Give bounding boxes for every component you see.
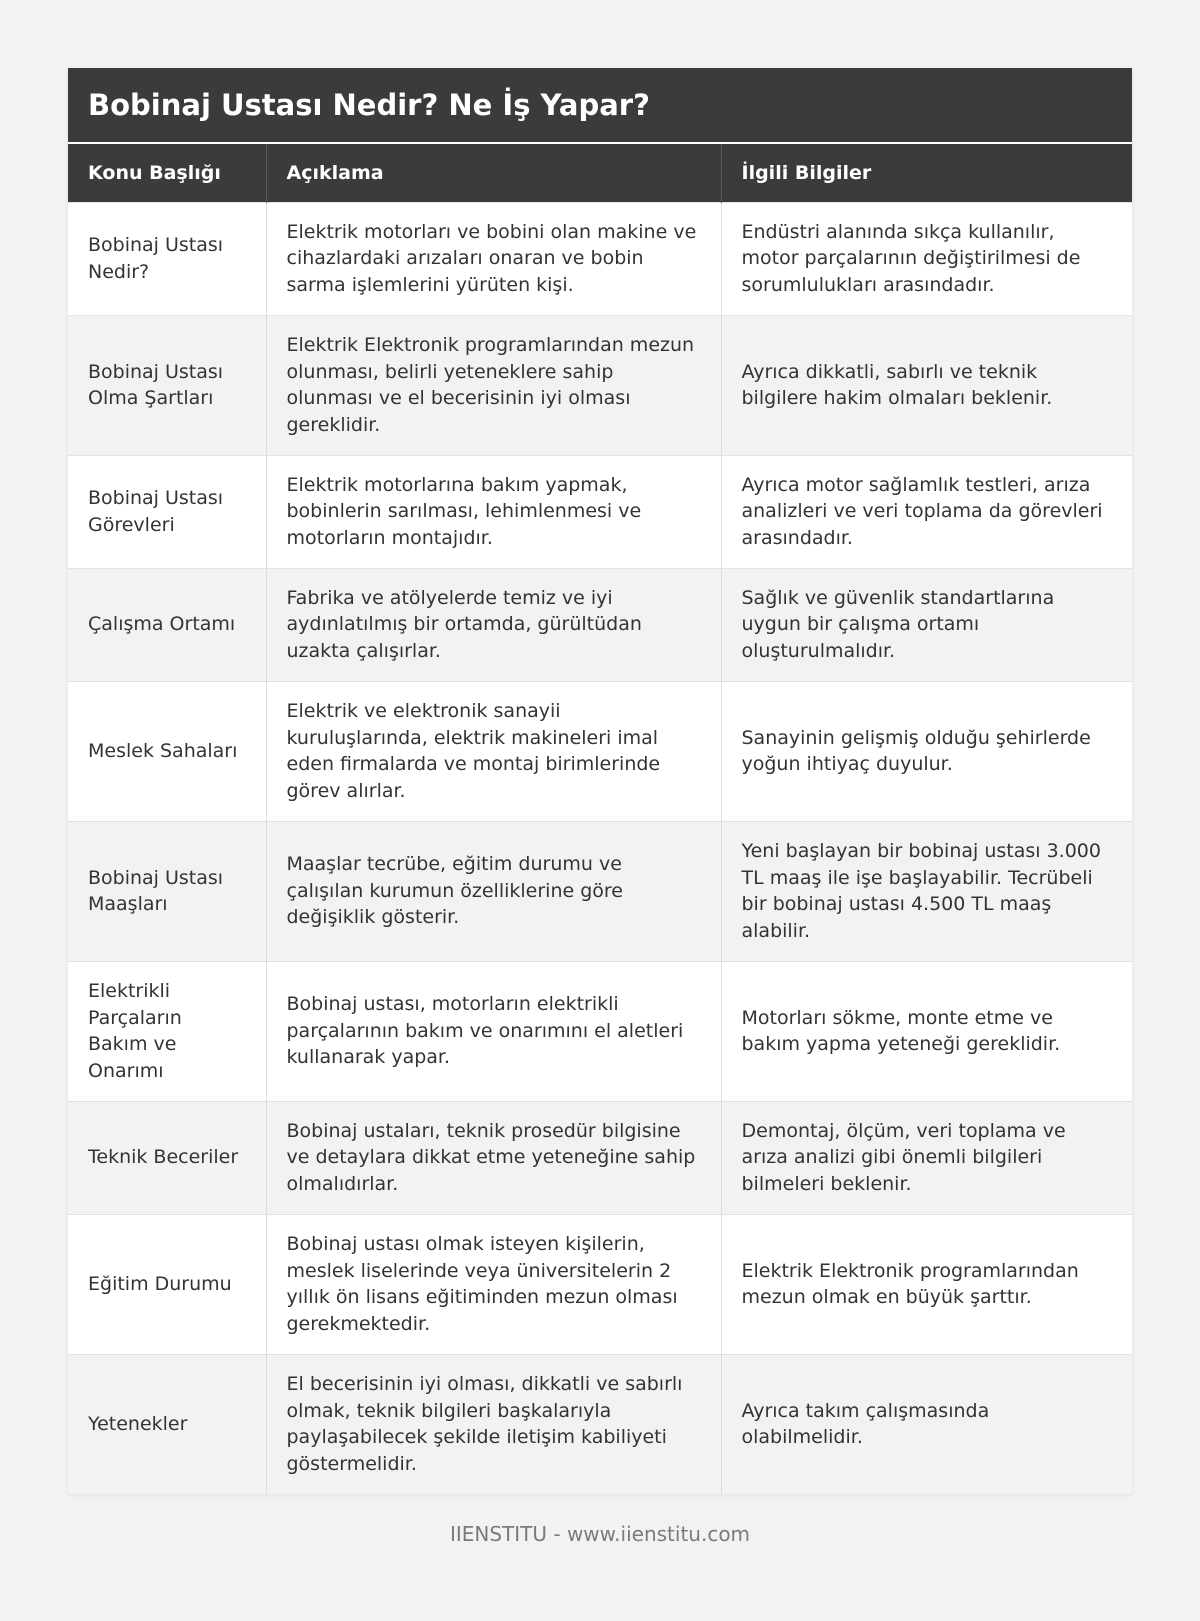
- table-row: [68, 1101, 1132, 1214]
- cell-description: Elektrik Elektronik programlarından mezun olunması, belirli yeteneklere sahip olunması ve el becerisinin iyi olması gereklidir.: [266, 315, 721, 455]
- cell-info: Ayrıca takım çalışmasında olabilmelidir.: [721, 1354, 1132, 1494]
- cell-info: Sağlık ve güvenlik standartlarına uygun bir çalışma ortamı oluşturulmalıdır.: [721, 568, 1132, 681]
- cell-description: Elektrik ve elektronik sanayii kuruluşlarında, elektrik makineleri imal eden firmalarda ve montaj birimlerinde görev alırlar.: [266, 681, 721, 821]
- column-header-description: Açıklama: [266, 144, 721, 202]
- cell-topic: Bobinaj Ustası Nedir?: [68, 202, 266, 315]
- cell-description: Bobinaj ustaları, teknik prosedür bilgisine ve detaylara dikkat etme yeteneğine sahip olmalıdırlar.: [266, 1101, 721, 1214]
- cell-info: Ayrıca dikkatli, sabırlı ve teknik bilgilere hakim olmaları beklenir.: [721, 315, 1132, 455]
- info-card: [68, 68, 1132, 1494]
- cell-description: El becerisinin iyi olması, dikkatli ve sabırlı olmak, teknik bilgileri başkalarıyla paylaşabilecek şekilde iletişim kabiliyeti göstermelidir.: [266, 1354, 721, 1494]
- cell-info: Ayrıca motor sağlamlık testleri, arıza analizleri ve veri toplama da görevleri arasındadır.: [721, 455, 1132, 568]
- table-row: [68, 681, 1132, 821]
- cell-topic: Elektrikli Parçaların Bakım ve Onarımı: [68, 961, 266, 1101]
- cell-description: Fabrika ve atölyelerde temiz ve iyi aydınlatılmış bir ortamda, gürültüdan uzakta çalışırlar.: [266, 568, 721, 681]
- table-row: [68, 961, 1132, 1101]
- cell-info: Elektrik Elektronik programlarından mezun olmak en büyük şarttır.: [721, 1214, 1132, 1354]
- table-row: [68, 455, 1132, 568]
- cell-topic: Bobinaj Ustası Maaşları: [68, 821, 266, 961]
- cell-description: Elektrik motorları ve bobini olan makine ve cihazlardaki arızaları onaran ve bobin sarma işlemlerini yürüten kişi.: [266, 202, 721, 315]
- cell-info: Motorları sökme, monte etme ve bakım yapma yeteneği gereklidir.: [721, 961, 1132, 1101]
- cell-info: Yeni başlayan bir bobinaj ustası 3.000 TL maaş ile işe başlayabilir. Tecrübeli bir bobinaj ustası 4.500 TL maaş alabilir.: [721, 821, 1132, 961]
- table-row: [68, 202, 1132, 315]
- column-header-info: İlgili Bilgiler: [721, 144, 1132, 202]
- cell-info: Demontaj, ölçüm, veri toplama ve arıza analizi gibi önemli bilgileri bilmeleri beklenir.: [721, 1101, 1132, 1214]
- cell-topic: Bobinaj Ustası Olma Şartları: [68, 315, 266, 455]
- cell-topic: Bobinaj Ustası Görevleri: [68, 455, 266, 568]
- column-header-topic: Konu Başlığı: [68, 144, 266, 202]
- table-row: [68, 568, 1132, 681]
- cell-description: Elektrik motorlarına bakım yapmak, bobinlerin sarılması, lehimlenmesi ve motorların montajıdır.: [266, 455, 721, 568]
- cell-info: Sanayinin gelişmiş olduğu şehirlerde yoğun ihtiyaç duyulur.: [721, 681, 1132, 821]
- cell-info: Endüstri alanında sıkça kullanılır, motor parçalarının değiştirilmesi de sorumlulukları arasındadır.: [721, 202, 1132, 315]
- cell-topic: Çalışma Ortamı: [68, 568, 266, 681]
- table-row: [68, 315, 1132, 455]
- cell-topic: Eğitim Durumu: [68, 1214, 266, 1354]
- footer-credit: IIENSTITU - www.iienstitu.com: [449, 1522, 751, 1546]
- page-title: Bobinaj Ustası Nedir? Ne İş Yapar?: [68, 68, 1132, 144]
- cell-topic: Yetenekler: [68, 1354, 266, 1494]
- info-table: [68, 144, 1132, 1494]
- cell-description: Maaşlar tecrübe, eğitim durumu ve çalışılan kurumun özelliklerine göre değişiklik gösterir.: [266, 821, 721, 961]
- table-row: [68, 821, 1132, 961]
- cell-topic: Meslek Sahaları: [68, 681, 266, 821]
- table-row: [68, 1354, 1132, 1494]
- table-row: [68, 1214, 1132, 1354]
- cell-topic: Teknik Beceriler: [68, 1101, 266, 1214]
- table-header-row: [68, 144, 1132, 202]
- cell-description: Bobinaj ustası olmak isteyen kişilerin, meslek liselerinde veya üniversitelerin 2 yıllık ön lisans eğitiminden mezun olması gerekmektedir.: [266, 1214, 721, 1354]
- cell-description: Bobinaj ustası, motorların elektrikli parçalarının bakım ve onarımını el aletleri kullanarak yapar.: [266, 961, 721, 1101]
